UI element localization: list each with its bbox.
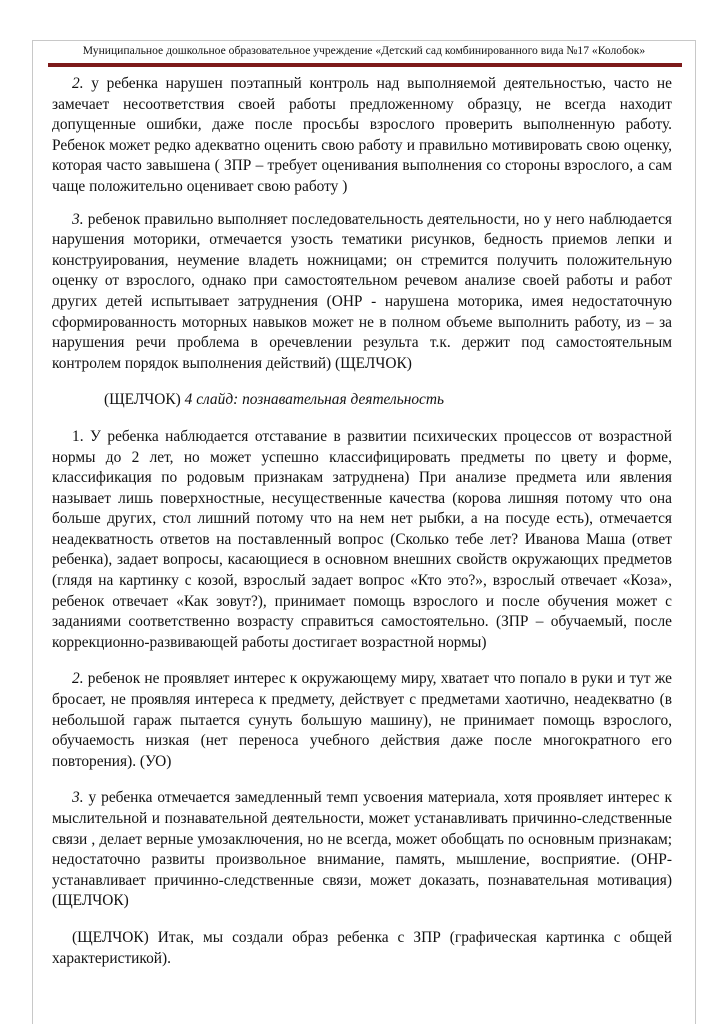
- closing-paragraph: [52, 928, 672, 969]
- institution-header: Муниципальное дошкольное образовательное учреждение «Детский сад комбинированного вида №17 «Колобок»: [82, 44, 646, 57]
- slide-title: 4 слайд: познавательная деятельность: [184, 391, 444, 409]
- paragraph-1-cognitive: [52, 427, 672, 654]
- paragraph-number: 2.: [72, 75, 84, 92]
- document-body: [52, 74, 672, 969]
- paragraph-3-motor: [52, 210, 672, 375]
- paragraph-number: 3.: [72, 210, 84, 228]
- paragraph-text: у ребенка нарушен поэтапный контроль над выполняемой деятельностью, часто не замечает несоответствия своей работы предложенному образцу, не всегда находит допущенные ошибки, даже после просьбы взрослого проверить выполненную работу. Ребенок может редко адекватно оценить свою работу и правильно мотивировать свою оценку, которая часто завышена ( ЗПР – требует оценивания выполнения со стороны взрослого, а сам чаще положительно оценивает свою работу ): [52, 75, 672, 195]
- slide-click-note: (ЩЕЛЧОК): [104, 391, 185, 409]
- paragraph-text: у ребенка отмечается замедленный темп усвоения материала, хотя проявляет интерес к мыслительной и познавательной деятельности, может устанавливать причинно-следственные связи , делает верные умозаключения, но не всегда, может обобщать по основным признакам; недостаточно развиты произвольное внимание, память, мышление, восприятие. (ОНР- устанавливает причинно-следственные связи, может доказать, познавательная мотивация) (ЩЕЛЧОК): [52, 789, 672, 910]
- paragraph-number: 2.: [72, 670, 84, 688]
- paragraph-2-control: [52, 74, 672, 198]
- paragraph-text: У ребенка наблюдается отставание в развитии психических процессов от возрастной нормы до 2 лет, но может успешно классифицировать предметы по цвету и форме, классификация по родовым признакам затруднена) При анализе предмета или явления называет лишь поверхностные, несущественные качества (корова лишняя потому что она больше других, стол лишний потому что на нем нет рыбки, а на посуде есть), отмечается неадекватность ответов на поставленный вопрос (Сколько тебе лет? Иванова Маша (ответ ребенка), задает вопросы, касающиеся в основном внешних свойств окружающих предметов (глядя на картинку с козой, взрослый задает вопрос «Кто это?», взрослый отвечает «Коза», ребенок отвечает «Как зовут?), принимает помощь взрослого и после обучения может с заданиями соответственно возрасту справиться самостоятельно. (ЗПР – обучаемый, после коррекционно-развивающей работы достигает возрастной нормы): [52, 427, 672, 651]
- paragraph-number: 3.: [72, 789, 84, 807]
- paragraph-2-interest: [52, 669, 672, 772]
- header-rule: [48, 63, 682, 67]
- paragraph-text: ребенок правильно выполняет последовательность деятельности, но у него наблюдается нарушения моторики, отмечается узость тематики рисунков, бедность приемов лепки и конструирования, неумение владеть ножницами; он стремится получить положительную оценку от взрослого, однако при самостоятельном речевом анализе своей работы и работ других детей испытывает затруднения (ОНР - нарушена моторика, имея недостаточную сформированность моторных навыков может не в полном объеме выполнить работу, из – за нарушения речи проблема в оречевлении результа т.к. держит под самостоятельным контролем порядок выполнения действий) (ЩЕЛЧОК): [52, 210, 672, 372]
- paragraph-3-tempo: [52, 788, 672, 912]
- paragraph-number: 1.: [72, 427, 84, 445]
- paragraph-text: ребенок не проявляет интерес к окружающему миру, хватает что попало в руки и тут же бросает, не проявляя интереса к предмету, действует с предметами хаотично, неадекватно (в небольшой гараж пытается сунуть большую машину), не принимает помощь взрослого, обучаемость низкая (нет переноса учебного действия даже после многократного его повторения). (УО): [52, 670, 672, 770]
- slide-4-heading: [52, 390, 672, 411]
- paragraph-text: (ЩЕЛЧОК) Итак, мы создали образ ребенка с ЗПР (графическая картинка с общей характеристикой).: [52, 928, 672, 967]
